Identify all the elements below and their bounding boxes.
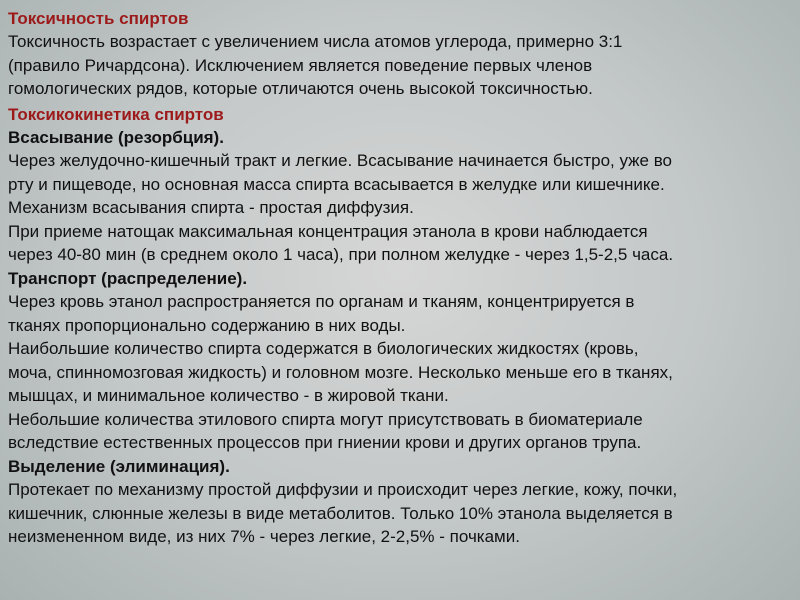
- subheading-absorption: Всасывание (резорбция).: [8, 127, 224, 147]
- text-line: При приеме натощак максимальная концентрация этанола в крови наблюдается: [8, 221, 648, 241]
- section-toxicity: [8, 8, 794, 101]
- text-line: моча, спинномозговая жидкость) и головном мозге. Несколько меньше его в тканях,: [8, 362, 673, 382]
- text-line: кишечник, слюнные железы в виде метаболитов. Только 10% этанола выделяется в: [8, 503, 673, 523]
- subheading-elimination: Выделение (элиминация).: [8, 456, 230, 476]
- text-line: вследствие естественных процессов при гниении крови и других органов трупа.: [8, 433, 642, 452]
- text-line: Через желудочно-кишечный тракт и легкие. Всасывание начинается быстро, уже во: [8, 151, 673, 170]
- section-heading-toxicity: Токсичность спиртов: [8, 9, 189, 28]
- subheading-transport: Транспорт (распределение).: [8, 268, 248, 288]
- section-toxicokinetics: [8, 104, 794, 549]
- text-line: Механизм всасывания спирта - простая диффузия.: [8, 198, 414, 217]
- text-line: Небольшие количества этилового спирта могут присутствовать в биоматериале: [8, 409, 643, 429]
- text-line: (правило Ричардсона). Исключением является поведение первых членов: [8, 55, 593, 75]
- text-line: Токсичность возрастает с увеличением числа атомов углерода, примерно 3:1: [8, 32, 623, 51]
- text-line: Наибольшие количество спирта содержатся в биологических жидкостях (кровь,: [8, 339, 639, 358]
- text-line: неизмененном виде, из них 7% - через легкие, 2-2,5% - почками.: [8, 527, 520, 546]
- text-line: через 40-80 мин (в среднем около 1 часа), при полном желудке - через 1,5-2,5 часа.: [8, 245, 674, 264]
- text-line: мышцах, и минимальное количество - в жировой ткани.: [8, 386, 449, 405]
- text-line: гомологических рядов, которые отличаются очень высокой токсичностью.: [8, 79, 593, 98]
- text-line: тканях пропорционально содержанию в них воды.: [8, 315, 406, 335]
- section-heading-toxicokinetics: Токсикокинетика спиртов: [8, 104, 224, 124]
- text-line: Протекает по механизму простой диффузии и происходит через легкие, кожу, почки,: [8, 480, 678, 499]
- text-line: рту и пищеводе, но основная масса спирта всасывается в желудке или кишечнике.: [8, 174, 665, 194]
- text-line: Через кровь этанол распространяется по органам и тканям, концентрируется в: [8, 292, 635, 311]
